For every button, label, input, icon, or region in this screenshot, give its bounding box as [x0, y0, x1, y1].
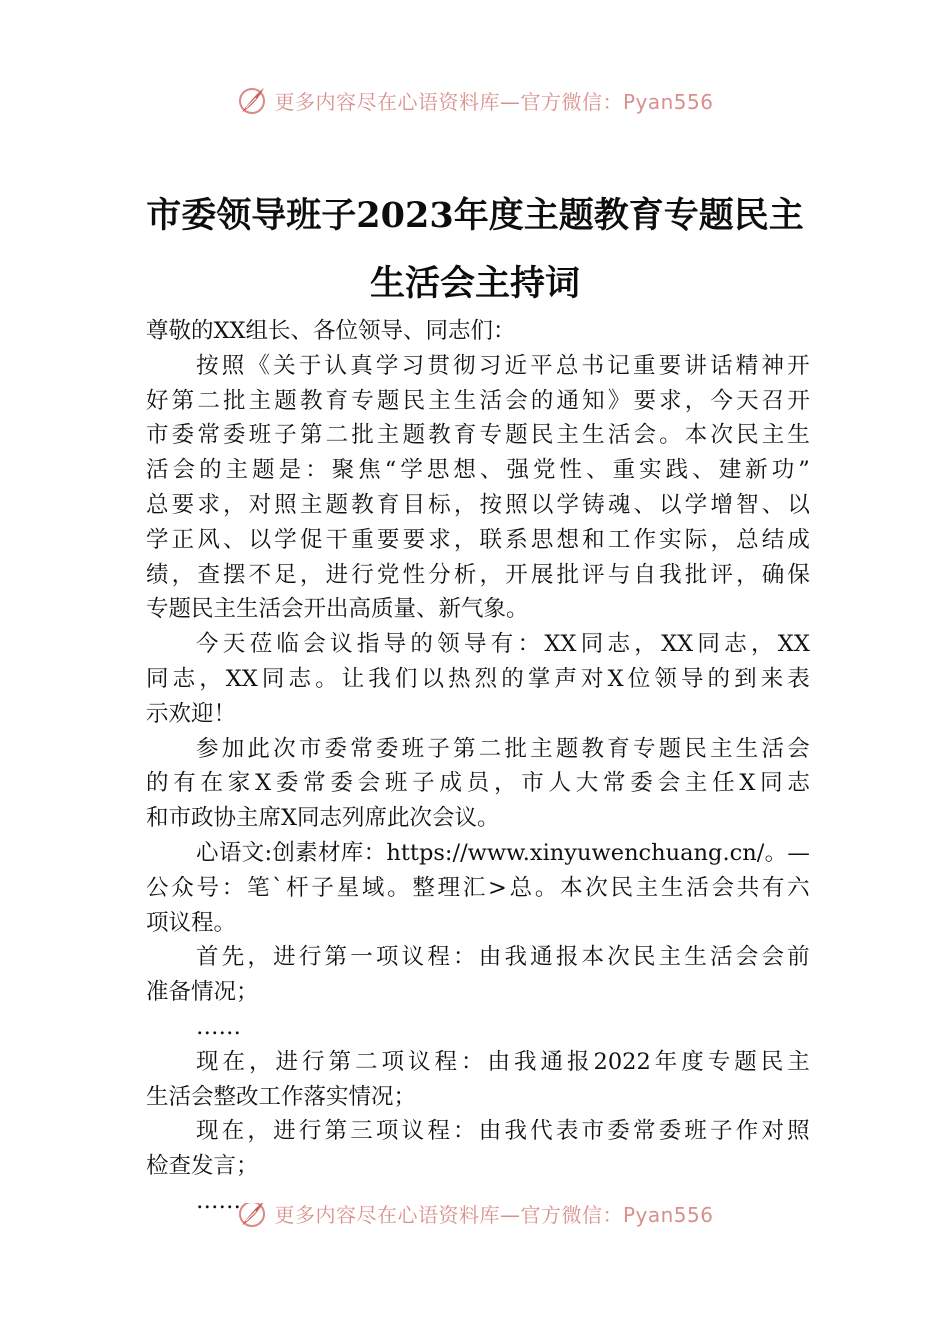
text-line: 公 众 号 ： 笔 ` 杆 子 星 域 。 整 理 汇 > 总 。 本 次 民 主 生 活 会 共 有 六	[146, 874, 810, 901]
text-line: 总 要 求 ， 对 照 主 题 教 育 目 标 ， 按 照 以 学 铸 魂 、 以 学 增 智 、 以	[146, 491, 810, 518]
text-line: 参 加 此 次 市 委 常 委 班 子 第 二 批 主 题 教 育 专 题 民 主 生 活 会	[196, 735, 810, 762]
document-title-line-2: 生活会主持词	[369, 263, 580, 304]
text-line: ……	[196, 1187, 241, 1214]
text-line: 的 有 在 家 X 委 常 委 会 班 子 成 员 ， 市 人 大 常 委 会 主 任 X 同 志	[146, 770, 810, 797]
text-line: 今 天 莅 临 会 议 指 导 的 领 导 有 ： XX 同 志 ， XX 同 志 ， XX	[196, 631, 810, 658]
text-line: 检查发言；	[146, 1153, 259, 1180]
text-line: 按 照 《 关 于 认 真 学 习 贯 彻 习 近 平 总 书 记 重 要 讲 话 精 神 开	[196, 352, 810, 379]
text-line: 和市政协主席X同志列席此次会议。	[146, 805, 500, 832]
watermark-footer	[0, 1203, 950, 1229]
text-line: 专题民主生活会开出高质量、新气象。	[146, 596, 529, 623]
text-line: 准备情况；	[146, 979, 259, 1006]
text-line: 尊敬的XX组长、各位领导、同志们：	[146, 318, 516, 344]
text-line: 活 会 的 主 题 是 ： 聚 焦 “ 学 思 想 、 强 党 性 、 重 实 践 、 建 新 功 ”	[146, 457, 810, 484]
text-line: 心 语 文 : 创 素 材 库 ： https://www.xinyuwenchuang.cn/ 。 —	[196, 839, 810, 866]
document-body	[146, 314, 810, 1219]
text-line: 生活会整改工作落实情况；	[146, 1083, 417, 1110]
text-line: 现 在 ， 进 行 第 二 项 议 程 ： 由 我 通 报 2022 年 度 专 题 民 主	[196, 1048, 810, 1075]
watermark-text: 更多内容尽在心语资料库—官方微信：Pyan556	[274, 1203, 714, 1227]
quill-logo-icon	[236, 1203, 268, 1229]
text-line: 好 第 二 批 主 题 教 育 专 题 民 主 生 活 会 的 通 知 》 要 求 ， 今 天 召 开	[146, 387, 810, 414]
watermark-header	[0, 84, 950, 116]
text-line: 学 正 风 、 以 学 促 干 重 要 要 求 ， 联 系 思 想 和 工 作 实 际 ， 总 结 成	[146, 526, 810, 553]
text-line: 现 在 ， 进 行 第 三 项 议 程 ： 由 我 代 表 市 委 常 委 班 子 作 对 照	[196, 1118, 810, 1145]
quill-logo-icon	[236, 84, 268, 116]
text-line: 市 委 常 委 班 子 第 二 批 主 题 教 育 专 题 民 主 生 活 会 。 本 次 民 主 生	[146, 422, 810, 449]
text-line: 同 志 ， XX 同 志 。 让 我 们 以 热 烈 的 掌 声 对 X 位 领 导 的 到 来 表	[146, 665, 810, 692]
text-line: 首 先 ， 进 行 第 一 项 议 程 ： 由 我 通 报 本 次 民 主 生 活 会 会 前	[196, 944, 810, 971]
text-line: ……	[196, 1013, 241, 1040]
document-title-line-1: 市委领导班子2023年度主题教育专题民主	[146, 195, 804, 236]
text-line: 示欢迎！	[146, 700, 237, 727]
text-line: 绩 ， 查 摆 不 足 ， 进 行 党 性 分 析 ， 开 展 批 评 与 自 我 批 评 ， 确 保	[146, 561, 810, 588]
watermark-text: 更多内容尽在心语资料库—官方微信：Pyan556	[274, 89, 714, 114]
text-line: 项议程。	[146, 909, 237, 936]
